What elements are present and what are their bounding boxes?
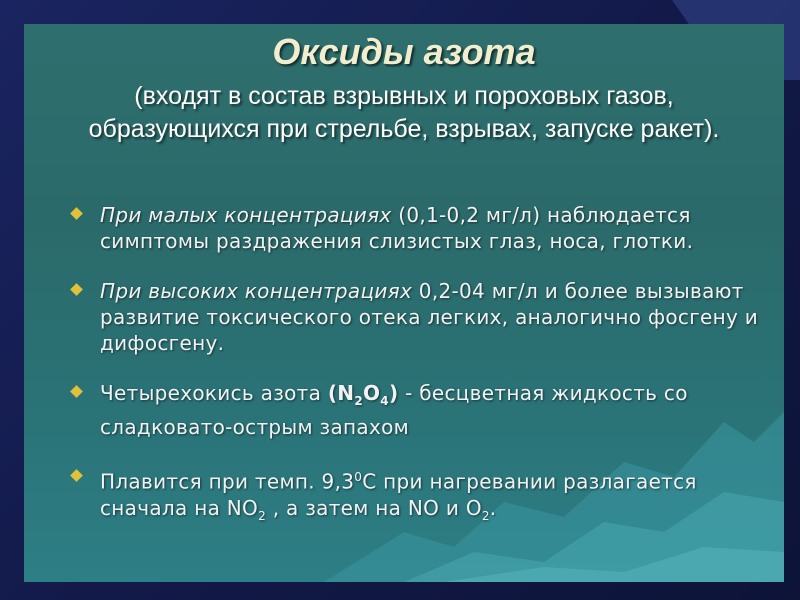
bullet-emphasis: При высоких концентрациях [100, 279, 413, 303]
subscript: 2 [481, 508, 490, 523]
slide-subtitle: (входят в состав взрывных и пороховых газов, образующихся при стрельбе, взрывах, запуске ракет). [88, 82, 720, 143]
list-item [64, 380, 764, 440]
subscript: 2 [258, 508, 267, 523]
bullet-text [100, 464, 764, 529]
bullet-text [100, 380, 764, 440]
bullet-body: . [489, 495, 497, 520]
bullet-body: Плавится при темп. 9,3 [100, 469, 355, 494]
slide-title: Оксиды азота [272, 31, 536, 72]
bullet-body: , а затем на NO и O [266, 495, 482, 520]
formula-subscript: 2 [354, 394, 363, 408]
bullet-list [64, 202, 764, 553]
list-item [64, 464, 764, 529]
bullet-body: Четырехокись азота [100, 381, 328, 405]
diamond-bullet-icon [70, 385, 83, 398]
formula-part: O [362, 381, 381, 405]
bullet-body: - бесцветная жидкость со сладковато-острым запахом [100, 381, 688, 439]
chemical-formula [327, 381, 399, 408]
superscript: 0 [354, 470, 363, 484]
bullet-body: С при нагревании разлагается сначала на NO [100, 469, 697, 520]
bullet-emphasis: При малых концентрациях [100, 203, 392, 227]
formula-subscript: 4 [380, 394, 389, 408]
diamond-bullet-icon [70, 207, 83, 220]
diamond-bullet-icon [70, 469, 83, 482]
formula-part: (N [327, 381, 355, 405]
list-item [64, 278, 764, 356]
slide-panel [24, 24, 784, 582]
list-item [64, 202, 764, 254]
bullet-body: 0,2-04 мг/л и более вызывают развитие токсического отека легких, аналогично фосгену и дифосгену. [100, 279, 759, 355]
bullet-text [100, 202, 764, 254]
bullet-body: (0,1-0,2 мг/л) наблюдается симптомы раздражения слизистых глаз, носа, глотки. [100, 203, 694, 253]
bullet-text [100, 278, 764, 356]
diamond-bullet-icon [70, 283, 83, 296]
formula-part: ) [388, 381, 399, 405]
